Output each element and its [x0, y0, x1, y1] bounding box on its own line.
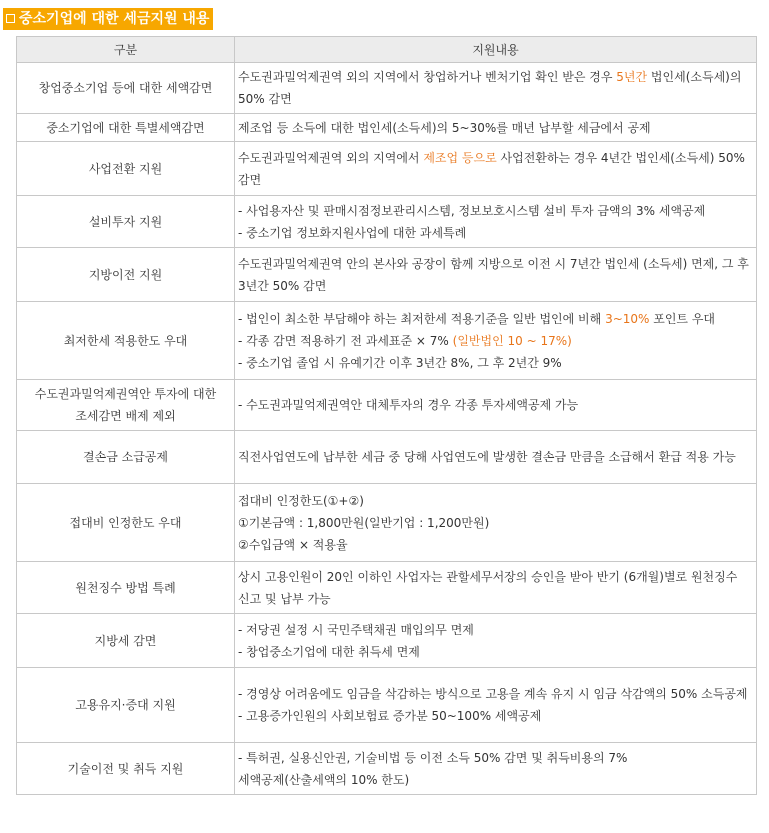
- content-line: [238, 566, 753, 610]
- content-text: - 중소기업 졸업 시 유예기간 이후 3년간 8%, 그 후 2년간 9%: [238, 355, 562, 370]
- column-header-category: 구분: [17, 37, 235, 63]
- row-content: [235, 114, 757, 142]
- table-row: [17, 63, 757, 114]
- highlighted-text: (일반법인 10 ~ 17%): [452, 333, 572, 348]
- content-line: [238, 308, 753, 330]
- row-content: [235, 196, 757, 248]
- table-header-row: [17, 37, 757, 63]
- content-line: [238, 352, 753, 374]
- content-text: - 사업용자산 및 판매시점정보관리시스템, 정보보호시스템 설비 투자 금액의 3% 세액공제: [238, 203, 706, 218]
- content-line: [238, 66, 753, 110]
- content-line: [238, 253, 753, 297]
- row-content: [235, 562, 757, 614]
- content-line: [238, 446, 753, 468]
- content-text: 포인트 우대: [649, 311, 716, 326]
- row-content: [235, 63, 757, 114]
- content-text: - 창업중소기업에 대한 취득세 면제: [238, 644, 420, 659]
- highlighted-text: 5년간: [616, 70, 648, 84]
- content-text: 수도권과밀억제권역 안의 본사와 공장이 함께 지방으로 이전 시 7년간 법인세 (소득세) 면제, 그 후 3년간 50% 감면: [238, 256, 749, 293]
- content-line: [238, 147, 753, 191]
- tax-support-table: [16, 36, 757, 795]
- content-text: 수도권과밀억제권역 외의 지역에서: [238, 150, 424, 165]
- content-line: [238, 769, 753, 791]
- content-line: [238, 641, 753, 663]
- content-text: 상시 고용인원이 20인 이하인 사업자는 관할세무서장의 승인을 받아 반기 (6개월)별로 원천징수 신고 및 납부 가능: [238, 569, 738, 606]
- content-line: [238, 705, 753, 727]
- content-text: 접대비 인정한도(①+②): [238, 493, 364, 508]
- table-row: [17, 142, 757, 196]
- row-content: [235, 248, 757, 302]
- table-body: [17, 63, 757, 795]
- row-content: [235, 614, 757, 668]
- row-content: [235, 484, 757, 562]
- row-category: 고용유지·증대 지원: [17, 668, 235, 743]
- content-text: 세액공제(산출세액의 10% 한도): [238, 772, 410, 787]
- content-line: [238, 490, 753, 512]
- content-line: [238, 222, 753, 244]
- row-content: [235, 380, 757, 431]
- table-row: [17, 196, 757, 248]
- row-category: 원천징수 방법 특례: [17, 562, 235, 614]
- row-content: [235, 743, 757, 795]
- row-category: 최저한세 적용한도 우대: [17, 302, 235, 380]
- content-line: [238, 394, 753, 416]
- content-text: 제조업 등 소득에 대한 법인세(소득세)의 5~30%를 매년 납부할 세금에서 공제: [238, 120, 651, 135]
- content-text: 법인세(소득세)의 50% 감면: [238, 70, 742, 106]
- table-row: [17, 668, 757, 743]
- checkbox-square-icon: [6, 14, 15, 23]
- content-text: 직전사업연도에 납부한 세금 중 당해 사업연도에 발생한 결손금 만큼을 소급해서 환급 적용 가능: [238, 450, 736, 464]
- content-line: [238, 512, 753, 534]
- content-line: [238, 747, 753, 769]
- content-text: ②수입금액 × 적용율: [238, 537, 348, 552]
- content-line: [238, 200, 753, 222]
- row-content: [235, 142, 757, 196]
- content-text: 수도권과밀억제권역 외의 지역에서 창업하거나 벤처기업 확인 받은 경우: [238, 70, 617, 84]
- content-text: - 저당권 설정 시 국민주택채권 매입의무 면제: [238, 622, 474, 637]
- content-line: [238, 619, 753, 641]
- table-row: [17, 114, 757, 142]
- highlighted-text: 제조업 등으로: [423, 150, 497, 165]
- content-text: - 수도권과밀억제권역안 대체투자의 경우 각종 투자세액공제 가능: [238, 398, 579, 412]
- highlighted-text: 3~10%: [605, 311, 650, 326]
- table-row: [17, 380, 757, 431]
- column-header-content: 지원내용: [235, 37, 757, 63]
- content-text: - 법인이 최소한 부담해야 하는 최저한세 적용기준을 일반 법인에 비해: [238, 311, 606, 326]
- content-line: [238, 330, 753, 352]
- row-category: 사업전환 지원: [17, 142, 235, 196]
- content-text: - 경영상 어려움에도 임금을 삭감하는 방식으로 고용을 계속 유지 시 임금 삭감액의 50% 소득공제: [238, 687, 748, 701]
- table-row: [17, 302, 757, 380]
- row-category: 창업중소기업 등에 대한 세액감면: [17, 63, 235, 114]
- content-text: - 중소기업 정보화지원사업에 대한 과세특례: [238, 225, 467, 240]
- row-category: 지방이전 지원: [17, 248, 235, 302]
- content-text: ①기본금액 : 1,800만원(일반기업 : 1,200만원): [238, 515, 490, 530]
- table-row: [17, 484, 757, 562]
- content-text: - 고용증가인원의 사회보험료 증가분 50~100% 세액공제: [238, 709, 542, 723]
- row-category: 결손금 소급공제: [17, 431, 235, 484]
- table-row: [17, 431, 757, 484]
- table-row: [17, 248, 757, 302]
- content-line: [238, 683, 753, 705]
- row-category: 설비투자 지원: [17, 196, 235, 248]
- row-category: 수도권과밀억제권역안 투자에 대한 조세감면 배제 제외: [17, 380, 235, 431]
- row-category: 지방세 감면: [17, 614, 235, 668]
- content-line: [238, 117, 753, 139]
- content-text: - 특허권, 실용신안권, 기술비법 등 이전 소득 50% 감면 및 취득비용의 7%: [238, 750, 628, 765]
- section-heading-title: 중소기업에 대한 세금지원 내용: [19, 11, 210, 27]
- row-content: [235, 668, 757, 743]
- row-category: 기술이전 및 취득 지원: [17, 743, 235, 795]
- table-row: [17, 614, 757, 668]
- table-row: [17, 743, 757, 795]
- content-text: - 각종 감면 적용하기 전 과세표준 × 7%: [238, 333, 453, 348]
- row-category: 접대비 인정한도 우대: [17, 484, 235, 562]
- row-category: 중소기업에 대한 특별세액감면: [17, 114, 235, 142]
- table-row: [17, 562, 757, 614]
- content-text: 사업전환하는 경우 4년간 법인세(소득세) 50% 감면: [238, 150, 745, 187]
- section-heading: [3, 8, 213, 30]
- content-line: [238, 534, 753, 556]
- row-content: [235, 302, 757, 380]
- row-content: [235, 431, 757, 484]
